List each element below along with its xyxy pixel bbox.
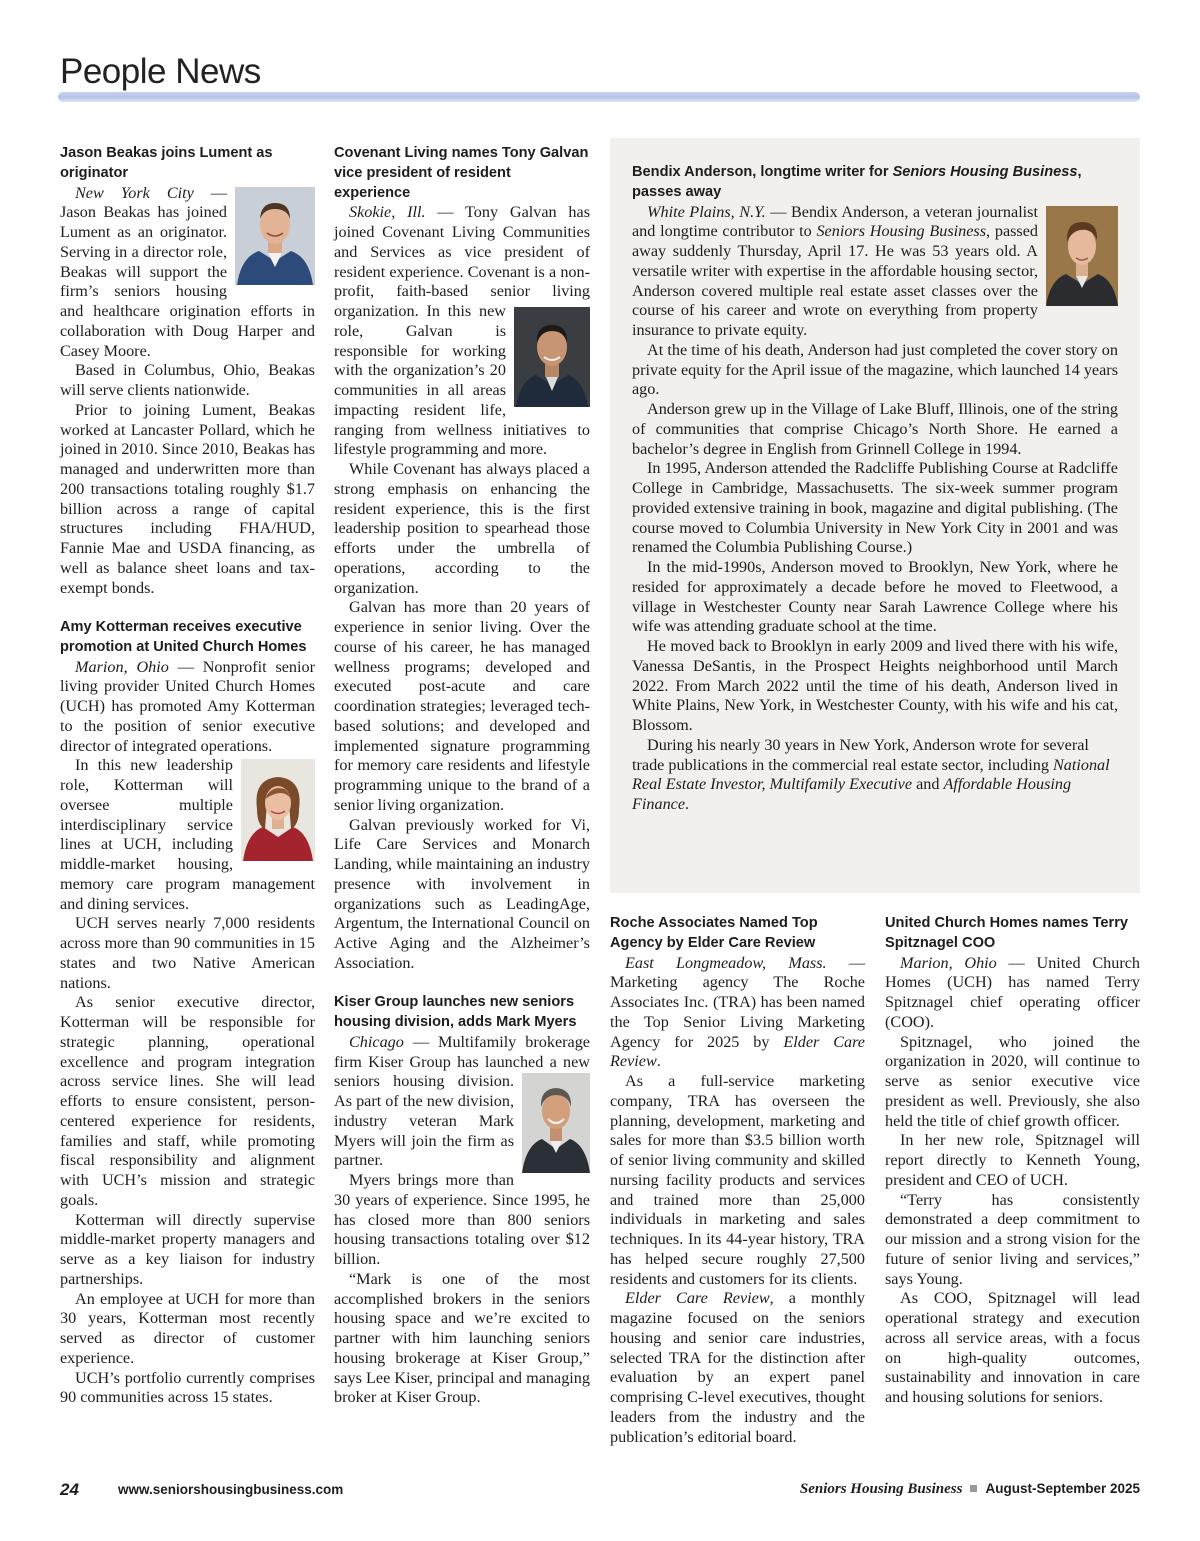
footer-publication: Seniors Housing Business [799,1481,963,1497]
spitznagel-paragraph-4: “Terry has consistently demonstrated a deep commitment to our mission and a strong vision for the future of senior living and services,” says Young. [885,1190,1140,1288]
dateline-roche: East Longmeadow, Mass. [625,953,827,972]
headline-anderson-part-1: Bendix Anderson, longtime writer for [632,164,893,180]
galvan-paragraph-1: — Tony Galvan has joined Covenant Living Communities and Services as vice president of resident experience. Covenant is a non-profit, faith-based senior living organization. In this new role, Galvan is responsible for working with the organization’s 20 communities in all areas impacting resident life, ranging from wellness initiatives to lifestyle programming and more. [334,203,590,459]
roche-paragraph-1-publication: Elder Care Review [610,1032,865,1071]
roche-paragraph-1-end: . [656,1052,661,1071]
anderson-paragraph-1b: , passed away suddenly Thursday, April 17. He was 53 years old. A versatile writer with expertise in the affordable housing sector, Anderson covered multiple real estate asset classes over the course of his career and wrote on everything from property insurance to private equity. [632,222,1038,339]
article-myers [334,993,590,1408]
beakas-paragraph-2: Based in Columbus, Ohio, Beakas will serve clients nationwide. [60,361,315,399]
spitznagel-paragraph-5: As COO, Spitznagel will lead operational strategy and execution across all service areas, with a focus on high-quality outcomes, sustainability and innovation in care and housing solutions for seniors. [885,1289,1140,1406]
galvan-paragraph-4: Galvan previously worked for Vi, Life Care Services and Monarch Landing, while maintaining an industry presence with involvement in organizations such as LeadingAge, Argentum, the International Council on Active Aging and the Alzheimer’s Association. [334,815,590,972]
anderson-paragraph-1-publication: Seniors Housing Business [816,222,987,241]
title-rule [58,92,1140,102]
galvan-paragraph-3: Galvan has more than 20 years of experience in senior living. Over the course of his career, he has managed wellness programs; developed and executed post-acute and care coordination strategies; leveraged tech-based solutions; and developed and implemented signature programming for memory care residents and lifestyle programming unique to the brand of a senior living organization. [334,598,590,814]
article-beakas [60,144,315,598]
kotterman-paragraph-2: In this new leadership role, Kotterman will oversee multiple interdisciplinary service lines at UCH, including middle-market housing, memory care program management and dining services. [60,756,315,913]
myers-paragraph-2: Myers brings more than 30 years of experience. Since 1995, he has closed more than 800 seniors housing transactions totaling over $12 billion. [334,1171,590,1268]
roche-paragraph-1a: — Marketing agency The Roche Associates Inc. (TRA) has been named the Top Senior Living Marketing Agency for 2025 by [610,953,866,1051]
anderson-paragraph-2: At the time of his death, Anderson had just completed the cover story on private equity for the April issue of the magazine, which launched 14 years ago. [632,340,1118,399]
column-1 [60,144,315,1408]
roche-paragraph-3-publication: Elder Care Review [625,1289,770,1308]
kotterman-paragraph-1: — Nonprofit senior living provider United Church Homes (UCH) has promoted Amy Kotterman to the position of senior executive director of integrated operations. [60,657,315,755]
footer-date: August-September 2025 [985,1481,1140,1496]
article-spitznagel [885,914,1140,1408]
myers-paragraph-3: “Mark is one of the most accomplished brokers in the seniors housing space and we’re excited to partner with him launching seniors housing brokerage at Kiser Group,” says Lee Kiser, principal and managing broker at Kiser Group. [334,1269,590,1407]
dateline-kotterman: Marion, Ohio [75,657,169,676]
kotterman-paragraph-4: As senior executive director, Kotterman will be responsible for strategic planning, operational excellence and program integration across service lines. She will lead efforts to ensure consistent, person-centered experience for residents, families and staff, while promoting fiscal responsibility and alignment with UCH’s mission and strategic goals. [60,993,315,1209]
spitznagel-paragraph-3: In her new role, Spitznagel will report directly to Kenneth Young, president and CEO of UCH. [885,1131,1140,1189]
kotterman-paragraph-7: UCH’s portfolio currently comprises 90 communities across 15 states. [60,1368,315,1407]
column-2 [334,144,590,1408]
galvan-paragraph-2: While Covenant has always placed a strong emphasis on enhancing the resident experience, this is the first leadership position to spearhead those efforts under the umbrella of operations, according to the organization. [334,460,590,597]
page-title: People News [60,52,261,91]
portrait-galvan-image [514,307,590,407]
anderson-paragraph-1a: — Bendix Anderson, a veteran journalist and longtime contributor to [632,202,1038,241]
portrait-myers-image [522,1073,590,1173]
roche-paragraph-2: As a full-service marketing company, TRA has overseen the planning, development, marketing and sales for more than $3.5 billion worth of senior living community and skilled nursing facility products and services and trained more than 25,000 individuals in marketing and sales techniques. In its 44-year history, TRA has helped secure roughly 27,500 residents and customers for its clients. [610,1072,865,1288]
spitznagel-paragraph-2: Spitznagel, who joined the organization in 2020, will continue to serve as senior executive vice president as well. Previously, she also held the title of chief growth officer. [885,1032,1140,1130]
headline-anderson-publication: Seniors Housing Business [892,164,1078,180]
headline-myers: Kiser Group launches new seniors housing division, adds Mark Myers [334,994,577,1030]
column-3-lower [610,914,865,1447]
kotterman-paragraph-6: An employee at UCH for more than 30 years, Kotterman most recently served as director of customer experience. [60,1289,315,1367]
portrait-beakas-image [235,187,315,285]
article-kotterman [60,618,315,1408]
portrait-anderson-image [1046,206,1118,306]
photo-kotterman [241,759,315,861]
headline-beakas: Jason Beakas joins Lument as originator [60,145,273,181]
myers-paragraph-1: — Multifamily brokerage firm Kiser Group has launched a new seniors housing division. As part of the new division, industry veteran Mark Myers will join the firm as partner. [334,1032,590,1170]
page-number: 24 [60,1480,79,1499]
column-4-lower [885,914,1140,1408]
spitznagel-paragraph-1: — United Church Homes (UCH) has named Terry Spitznagel chief operating officer (COO). [885,953,1140,1031]
footer-separator-square [970,1485,977,1492]
dateline-galvan: Skokie, Ill. [349,203,426,222]
kotterman-paragraph-3: UCH serves nearly 7,000 residents across more than 90 communities in 15 states and two Native American nations. [60,914,315,992]
roche-paragraph-3: , a monthly magazine focused on the seniors housing and senior care industries, selected TRA for the distinction after evaluation by an expert panel comprising C-level executives, thought leaders from the industry and the publication’s editorial board. [610,1289,865,1446]
anderson-paragraph-7-publication-3: Affordable Housing Finance [632,775,1072,813]
anderson-paragraph-4: In 1995, Anderson attended the Radcliffe Publishing Course at Radcliffe College in Cambridge, Massachusetts. The six-week summer program provided extensive training in book, magazine and digital publishing. (The course moved to Columbia University in New York City in 2001 and was renamed the Columbia Publishing Course.) [632,459,1118,557]
headline-roche: Roche Associates Named Top Agency by Elder Care Review [610,915,818,951]
kotterman-paragraph-5: Kotterman will directly supervise middle-market property managers and serve as a key liaison for industry partnerships. [60,1210,315,1288]
photo-beakas [235,187,315,285]
anderson-paragraph-7-and: and [912,775,944,794]
footer-publication-info [800,1481,1140,1498]
photo-myers [522,1073,590,1173]
headline-anderson-part-2: , passes away [632,164,1082,200]
anderson-paragraph-5: In the mid-1990s, Anderson moved to Brooklyn, New York, where he resided for approximately a decade before he moved to Fleetwood, a village in Westchester County near Sarah Lawrence College where his wife was attending graduate school at the time. [632,558,1118,636]
anderson-paragraph-7a: During his nearly 30 years in New York, Anderson wrote for several trade publications in the commercial real estate sector, including [632,735,1089,774]
photo-galvan [514,307,590,407]
dateline-anderson: White Plains, N.Y. [647,202,766,221]
anderson-paragraph-7-publications: National Real Estate Investor, Multifamily Executive [632,755,1110,794]
headline-spitznagel: United Church Homes names Terry Spitznagel COO [885,915,1129,951]
headline-anderson [632,163,1118,203]
beakas-paragraph-1: — Jason Beakas has joined Lument as an originator. Serving in a director role, Beakas will support the firm’s seniors housing and healthcare origination efforts in collaboration with Doug Harper and Casey Moore. [60,183,315,360]
headline-kotterman: Amy Kotterman receives executive promotion at United Church Homes [60,619,307,655]
beakas-paragraph-3: Prior to joining Lument, Beakas worked at Lancaster Pollard, which he joined in 2010. Since 2010, Beakas has managed and underwritten more than 200 transactions totaling roughly $1.7 billion across a range of capital structures including FHA/HUD, Fannie Mae and USDA financing, as well as balance sheet loans and tax-exempt bonds. [60,400,315,597]
anderson-paragraph-6: He moved back to Brooklyn in early 2009 and lived there with his wife, Vanessa DeSantis, in the Prospect Heights neighborhood until March 2022. From March 2022 until the time of his death, Anderson lived in White Plains, New York, in Westchester County, with his wife and his cat, Blossom. [632,637,1118,734]
article-galvan [334,144,590,974]
dateline-spitznagel: Marion, Ohio [900,953,997,972]
anderson-paragraph-3: Anderson grew up in the Village of Lake Bluff, Illinois, one of the string of communities that comprise Chicago’s North Shore. He earned a bachelor’s degree in English from Grinnell College in 1994. [632,400,1118,458]
dateline-beakas: New York City [75,183,194,202]
photo-anderson [1046,206,1118,306]
article-roche [610,914,865,1447]
article-anderson [632,163,1118,815]
headline-galvan: Covenant Living names Tony Galvan vice president of resident experience [334,145,589,201]
anderson-paragraph-7-end: . [685,795,690,813]
footer-url: www.seniorshousingbusiness.com [118,1482,344,1497]
portrait-kotterman-image [241,759,315,861]
dateline-myers: Chicago [349,1032,404,1051]
